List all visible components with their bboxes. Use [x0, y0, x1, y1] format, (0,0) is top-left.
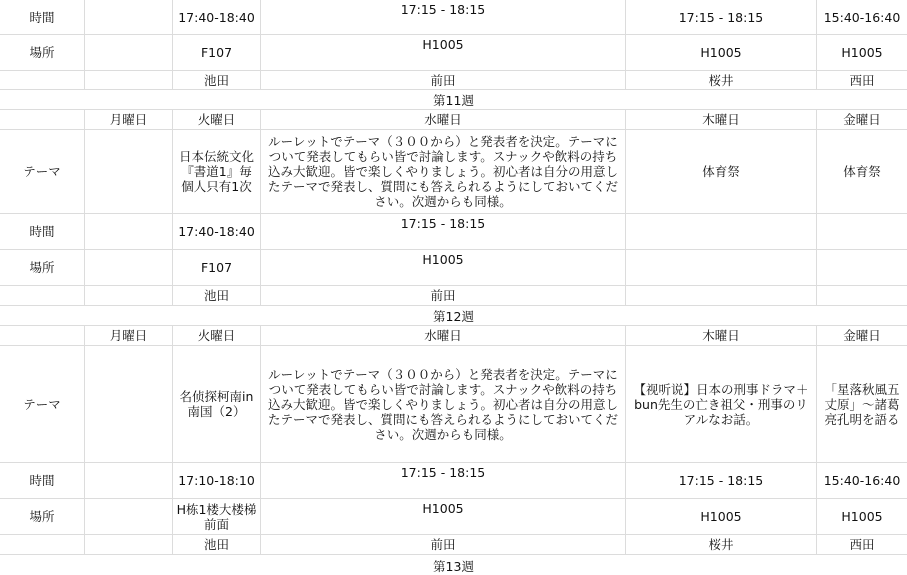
- table-row: [0, 130, 907, 214]
- week-title[interactable]: 第12週: [433, 308, 474, 324]
- day-header-row: [0, 326, 907, 346]
- week-title[interactable]: 第11週: [433, 92, 474, 108]
- cell-tue-person[interactable]: 池田: [173, 286, 261, 305]
- cell-wed-place[interactable]: H1005: [261, 499, 626, 534]
- header-mon[interactable]: 月曜日: [85, 326, 173, 345]
- cell-wed-person[interactable]: 前田: [261, 71, 626, 89]
- table-row: [0, 499, 907, 535]
- cell-mon[interactable]: [85, 463, 173, 498]
- cell-tue-person[interactable]: 池田: [173, 535, 261, 554]
- cell-mon[interactable]: [85, 35, 173, 70]
- theme-text: 「星落秋風五丈原」～諸葛亮孔明を語る: [824, 381, 900, 427]
- table-row: [0, 535, 907, 555]
- header-fri[interactable]: 金曜日: [843, 112, 881, 127]
- header-thu[interactable]: 木曜日: [626, 326, 817, 345]
- header-fri[interactable]: 金曜日: [843, 328, 881, 343]
- cell-tue-time[interactable]: 17:40-18:40: [173, 0, 261, 34]
- cell-mon[interactable]: [85, 250, 173, 285]
- cell-mon[interactable]: [85, 71, 173, 89]
- row-label-empty[interactable]: [0, 535, 85, 554]
- cell-wed-theme[interactable]: [261, 130, 626, 213]
- table-row: [0, 346, 907, 463]
- cell-mon[interactable]: [85, 0, 173, 34]
- cell-thu-person[interactable]: 桜井: [626, 535, 817, 554]
- cell-thu-time[interactable]: 17:15 - 18:15: [626, 463, 817, 498]
- cell-wed-place[interactable]: H1005: [261, 250, 626, 285]
- row-label-place[interactable]: 場所: [0, 499, 85, 534]
- table-row: [0, 463, 907, 499]
- week-title[interactable]: 第13週: [433, 559, 474, 574]
- cell-thu-theme[interactable]: [626, 346, 817, 462]
- cell-wed-person[interactable]: 前田: [261, 286, 626, 305]
- header-wed[interactable]: 水曜日: [261, 110, 626, 129]
- cell-thu-time[interactable]: [626, 214, 817, 249]
- cell-tue-theme[interactable]: [173, 130, 261, 213]
- cell-fri-time[interactable]: 15:40-16:40: [823, 473, 901, 488]
- week-title-row: [0, 555, 907, 575]
- header-wed[interactable]: 水曜日: [261, 326, 626, 345]
- table-row: [0, 250, 907, 286]
- header-empty[interactable]: [0, 326, 85, 345]
- cell-fri-person[interactable]: 西田: [849, 537, 875, 552]
- cell-thu-time[interactable]: 17:15 - 18:15: [626, 0, 817, 34]
- cell-fri-theme[interactable]: 体育祭: [843, 164, 881, 179]
- cell-mon[interactable]: [85, 130, 173, 213]
- cell-tue-time[interactable]: 17:40-18:40: [173, 214, 261, 249]
- cell-tue-time[interactable]: 17:10-18:10: [173, 463, 261, 498]
- cell-fri-theme[interactable]: [817, 346, 907, 462]
- cell-fri-person[interactable]: [817, 286, 907, 305]
- header-tue[interactable]: 火曜日: [173, 110, 261, 129]
- cell-wed-time[interactable]: 17:15 - 18:15: [261, 214, 626, 249]
- cell-thu-theme[interactable]: 体育祭: [626, 130, 817, 213]
- cell-tue-place[interactable]: [173, 499, 261, 534]
- row-label-time[interactable]: 時間: [0, 0, 85, 34]
- table-row: [0, 35, 907, 71]
- cell-tue-place[interactable]: F107: [173, 250, 261, 285]
- cell-wed-theme[interactable]: [261, 346, 626, 462]
- row-label-theme[interactable]: テーマ: [0, 346, 85, 462]
- header-mon[interactable]: 月曜日: [85, 110, 173, 129]
- row-label-time[interactable]: 時間: [0, 463, 85, 498]
- theme-text: ルーレットでテーマ（３００から）と発表者を決定。テーマについて発表してもらい皆で討論します。スナックや飲料の持ち込み大歓迎。皆で楽しくやりましょう。初心者は自分の用意したテーマで発表し、質問にも答えられるようにしておいてください。次週からも同様。: [267, 366, 618, 442]
- week-title-row: [0, 306, 907, 326]
- row-label-empty[interactable]: [0, 71, 85, 89]
- cell-fri-place[interactable]: H1005: [841, 45, 883, 60]
- cell-mon[interactable]: [85, 286, 173, 305]
- theme-text: 日本伝統文化『書道1』毎個人只有1次: [178, 149, 254, 194]
- theme-text: 【视听说】日本の刑事ドラマ＋bun先生の亡き祖父・刑事のリアルなお話。: [633, 381, 809, 427]
- row-label-time[interactable]: 時間: [0, 214, 85, 249]
- row-label-empty[interactable]: [0, 286, 85, 305]
- cell-thu-place[interactable]: H1005: [626, 499, 817, 534]
- day-header-row: [0, 110, 907, 130]
- row-label-place[interactable]: 場所: [0, 250, 85, 285]
- cell-fri-person[interactable]: 西田: [849, 72, 875, 88]
- cell-thu-person[interactable]: [626, 286, 817, 305]
- cell-mon[interactable]: [85, 535, 173, 554]
- cell-thu-place[interactable]: [626, 250, 817, 285]
- table-row: [0, 0, 907, 35]
- cell-wed-time[interactable]: 17:15 - 18:15: [261, 0, 626, 34]
- row-label-place[interactable]: 場所: [0, 35, 85, 70]
- cell-wed-person[interactable]: 前田: [261, 535, 626, 554]
- cell-tue-place[interactable]: F107: [173, 35, 261, 70]
- theme-text: 名侦探柯南in南国（2）: [179, 389, 254, 419]
- header-tue[interactable]: 火曜日: [173, 326, 261, 345]
- cell-mon[interactable]: [85, 346, 173, 462]
- cell-thu-place[interactable]: H1005: [626, 35, 817, 70]
- cell-tue-theme[interactable]: [173, 346, 261, 462]
- cell-fri-time[interactable]: 15:40-16:40: [823, 9, 901, 25]
- cell-mon[interactable]: [85, 214, 173, 249]
- table-row: [0, 214, 907, 250]
- cell-thu-person[interactable]: 桜井: [626, 71, 817, 89]
- cell-tue-person[interactable]: 池田: [173, 71, 261, 89]
- theme-text: ルーレットでテーマ（３００から）と発表者を決定。テーマについて発表してもらい皆で討論します。スナックや飲料の持ち込み大歓迎。皆で楽しくやりましょう。初心者は自分の用意したテーマで発表し、質問にも答えられるようにしておいてください。次週からも同様。: [267, 134, 618, 209]
- cell-wed-time[interactable]: 17:15 - 18:15: [261, 463, 626, 498]
- cell-fri-time[interactable]: [817, 214, 907, 249]
- cell-fri-place[interactable]: H1005: [841, 509, 883, 524]
- row-label-theme[interactable]: テーマ: [0, 130, 85, 213]
- cell-fri-place[interactable]: [817, 250, 907, 285]
- week-title-row: [0, 90, 907, 110]
- header-thu[interactable]: 木曜日: [626, 110, 817, 129]
- cell-mon[interactable]: [85, 499, 173, 534]
- header-empty[interactable]: [0, 110, 85, 129]
- table-row: [0, 71, 907, 90]
- place-text: H栋1楼大楼梯前面: [176, 501, 257, 532]
- cell-wed-place[interactable]: H1005: [261, 35, 626, 70]
- table-row: [0, 286, 907, 306]
